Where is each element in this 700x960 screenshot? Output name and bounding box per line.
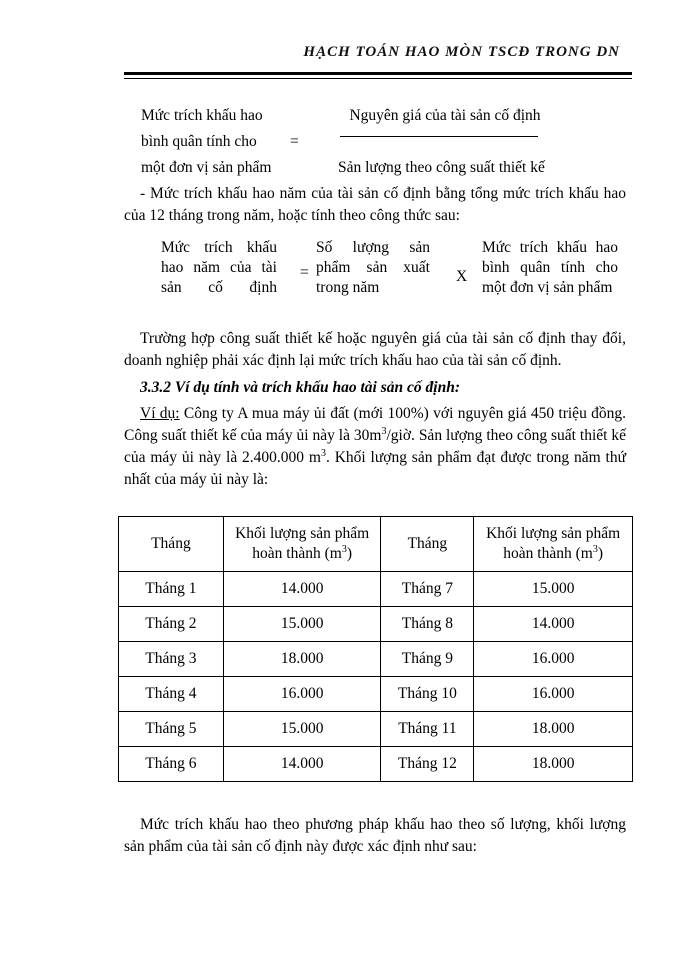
formula2-middle: Số lượng sản phẩm sản xuất trong năm [316,239,430,296]
paragraph-calculation-intro: Mức trích khấu hao theo phương pháp khấu hao theo số lượng, khối lượng sản phẩm của tài sản cố định này được xác định như sau: [124,816,626,855]
table-row [119,677,633,712]
table-header-row [119,517,633,572]
table-cell: 15.000 [223,712,381,747]
table-cell: Tháng 10 [381,677,474,712]
formula1-denominator: Sản lượng theo công suất thiết kế [338,159,545,176]
table-cell: 14.000 [474,607,633,642]
paragraph-recalculation: Trường hợp công suất thiết kế hoặc nguyên giá của tài sản cố định thay đổi, doanh nghiệp phải xác định lại mức trích khấu hao của tài sản cố định. [124,330,626,369]
section-heading: 3.3.2 Ví dụ tính và trích khấu hao tài sản cố định: [140,379,460,396]
table-cell: Tháng 12 [381,747,474,782]
formula2-right: Mức trích khấu hao bình quân tính cho một đơn vị sản phẩm [482,239,618,296]
header-rule-thick [124,72,632,75]
formula1-fraction-bar [340,136,538,137]
table-cell: 16.000 [223,677,381,712]
example-text-b: /giờ. Sản lượng theo công suất thiết kế của máy ủi này là 2.400.000 m [124,427,626,466]
table-cell: Tháng 1 [119,572,224,607]
formula2-left: Mức trích khấu hao năm của tài sản cố định [161,239,277,296]
table-cell: 15.000 [223,607,381,642]
table-cell: Tháng 8 [381,607,474,642]
formula1-numerator: Nguyên giá của tài sản cố định [349,107,541,124]
table-cell: Tháng 2 [119,607,224,642]
table-row [119,747,633,782]
table-row [119,642,633,677]
example-sup-a: 3 [381,426,387,437]
table-cell: Tháng 6 [119,747,224,782]
table-row [119,572,633,607]
example-text-c: . Khối lượng sản phẩm đạt được trong năm thứ nhất của máy ủi này là: [124,449,627,488]
table-cell: 18.000 [223,642,381,677]
formula1-left-line1: Mức trích khấu hao [141,107,263,124]
example-sup-b: 3 [320,448,326,459]
example-text-a: Công ty A mua máy ủi đất (mới 100%) với nguyên giá 450 triệu đồng. Công suất thiết kế của máy ủi này là 30m [124,405,626,444]
example-paragraph [124,403,626,491]
header-month-2: Tháng [381,517,474,572]
paragraph-annual-depreciation: - Mức trích khấu hao năm của tài sản cố định bằng tổng mức trích khấu hao của 12 tháng trong năm, hoặc tính theo công thức sau: [124,185,626,224]
formula1-equals: = [290,133,299,150]
table-cell: Tháng 3 [119,642,224,677]
table-cell: 16.000 [474,642,633,677]
table-cell: 18.000 [474,712,633,747]
table-cell: Tháng 9 [381,642,474,677]
formula2-times: X [456,268,468,285]
header-volume-1: Khối lượng sản phẩm hoàn thành $(m^3)$ [223,517,381,572]
header-month-1: Tháng [119,517,224,572]
table-cell: Tháng 5 [119,712,224,747]
table-cell: 15.000 [474,572,633,607]
formula2-equals: = [300,264,309,281]
header-volume-2: Khối lượng sản phẩm hoàn thành $(m^3)$ [474,517,633,572]
table-row [119,607,633,642]
example-label: Ví dụ: [140,405,180,422]
table-cell: 14.000 [223,747,381,782]
monthly-output-table [118,516,633,782]
table-cell: Tháng 4 [119,677,224,712]
running-header: HẠCH TOÁN HAO MÒN TSCĐ TRONG DN [303,44,620,60]
formula1-left-line3: một đơn vị sản phẩm [141,159,272,176]
formula1-left-line2: bình quân tính cho [141,133,257,150]
table-cell: 18.000 [474,747,633,782]
table-row [119,712,633,747]
table-cell: 14.000 [223,572,381,607]
header-rule-thin [124,78,632,79]
table-cell: 16.000 [474,677,633,712]
table-cell: Tháng 7 [381,572,474,607]
table-cell: Tháng 11 [381,712,474,747]
